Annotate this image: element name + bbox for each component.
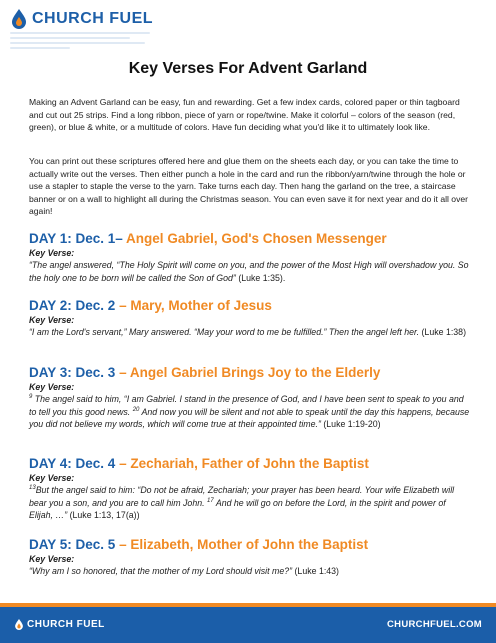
day-4-heading (29, 456, 471, 472)
logo-decoration (10, 32, 160, 58)
day-1-heading (29, 231, 471, 247)
day-3-verse-text-b: And now you will be silent and not able to speak until the day this happens, because you did not believe my words, which will come true at their appointed time.” (29, 406, 470, 429)
footer-logo (14, 618, 105, 631)
day-4-verse-text-a: But the angel said to him: “Do not be afraid, Zechariah; your prayer has been heard. Your wife Elizabeth will bear you a son, and you are to call him John. (29, 485, 455, 508)
day-2-verse-text: “I am the Lord's servant,” Mary answered. “May your word to me be fulfilled.” Then the angel left her. (29, 327, 420, 337)
day-4-key-verse-label: Key Verse: (29, 473, 75, 483)
day-3-verse (29, 393, 471, 431)
day-1-section (29, 231, 471, 284)
day-4-label: DAY 4: Dec. 4 (29, 456, 116, 471)
flame-drop-icon (14, 618, 24, 631)
day-4-verse-text-b: And he will go on before the Lord, in the spirit and power of Elijah, …” (29, 497, 446, 520)
day-3-section (29, 365, 471, 431)
church-fuel-logo (10, 8, 153, 30)
intro-paragraph-1: Making an Advent Garland can be easy, fun and rewarding. Get a few index cards, colored paper or thin tagboard and cut out 25 strips. Find a long ribbon, piece of yarn or rope/twine. Make it colorful – colors of the season (red, green), or blue & white, or a multitude of colors. Have fun deciding what you'd like it to ultimately look like. (29, 97, 460, 132)
day-3-key-verse-label: Key Verse: (29, 382, 75, 392)
day-2-section (29, 298, 471, 339)
day-5-reference: (Luke 1:43) (292, 566, 339, 576)
day-2-reference: (Luke 1:38) (419, 327, 467, 337)
footer-brand-name: CHURCH FUEL (27, 619, 105, 630)
day-4-verse (29, 484, 471, 522)
day-4-title: – Zechariah, Father of John the Baptist (115, 456, 369, 471)
verse-number: 20 (132, 406, 140, 413)
day-1-title: Angel Gabriel, God's Chosen Messenger (122, 231, 387, 246)
day-1-reference: (Luke 1:35). (235, 272, 286, 283)
day-2-heading (29, 298, 471, 314)
day-5-verse (29, 565, 471, 578)
intro-paragraph-2: You can print out these scriptures offered here and glue them on the sheets each day, or you can take the time to actually write out the verses. Then either punch a hole in the card and run the ribbon/yarn/twine through the hole or use a stapler to staple the verse to the yarn. Take turns each day. Then hang the garland on the tree, a staircase banner or on a wall to highlight all during the Christmas season. You can even save it for next year and do it all over again! (29, 156, 469, 216)
day-1-key-verse-label: Key Verse: (29, 248, 75, 258)
day-3-verse-text-a: The angel said to him, “I am Gabriel. I stand in the presence of God, and I have been sent to speak to you and to tell you this good news. (29, 394, 464, 417)
day-5-label: DAY 5: Dec. 5 (29, 537, 116, 552)
brand-name: CHURCH FUEL (32, 10, 154, 27)
day-2-key-verse-label: Key Verse: (29, 315, 75, 325)
day-3-label: DAY 3: Dec. 3 (29, 365, 116, 380)
day-4-section (29, 456, 471, 522)
verse-number: 13 (29, 485, 36, 492)
day-5-verse-text: “Why am I so honored, that the mother of my Lord should visit me?” (29, 566, 293, 576)
day-2-verse (29, 326, 471, 339)
day-4-reference: (Luke 1:13, 17(a)) (67, 510, 140, 520)
day-1-label: DAY 1: Dec. 1– (29, 231, 123, 246)
day-3-reference: (Luke 1:19-20) (320, 419, 381, 429)
day-2-label: DAY 2: Dec. 2 (29, 298, 116, 313)
day-5-title: – Elizabeth, Mother of John the Baptist (115, 537, 369, 552)
day-5-section (29, 537, 471, 578)
day-3-title: – Angel Gabriel Brings Joy to the Elderly (115, 365, 381, 380)
day-1-verse (29, 259, 471, 284)
verse-number: 9 (29, 394, 33, 401)
footer-website-link[interactable]: CHURCHFUEL.COM (387, 619, 482, 630)
day-5-key-verse-label: Key Verse: (29, 554, 75, 564)
day-3-heading (29, 365, 471, 381)
flame-drop-icon (10, 8, 28, 30)
page-title: Key Verses For Advent Garland (128, 60, 368, 77)
day-5-heading (29, 537, 471, 553)
day-1-verse-text: “The angel answered, “The Holy Spirit will come on you, and the power of the Most High will overshadow you. So the holy one to be born will be called the Son of God” (29, 260, 469, 283)
day-2-title: – Mary, Mother of Jesus (115, 298, 272, 313)
verse-number: 17 (207, 497, 214, 504)
